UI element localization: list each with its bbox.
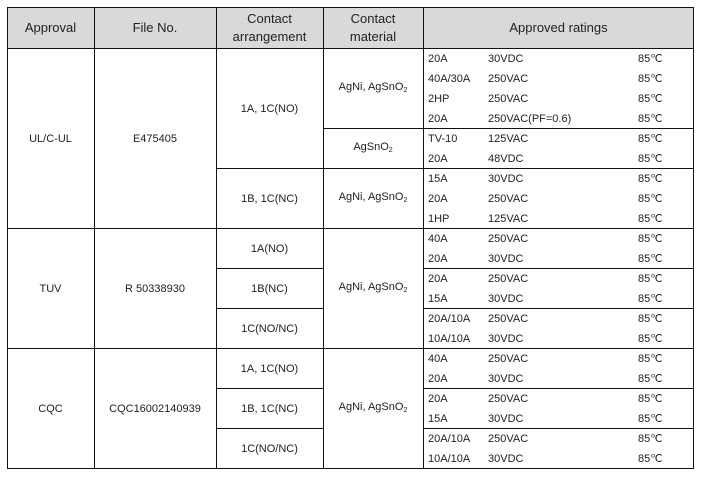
rating-temperature: 85℃ [638, 213, 663, 225]
rule [323, 128, 423, 129]
arrangement-cell: 1C(NO/NC) [241, 443, 298, 455]
rating-temperature: 85℃ [638, 113, 663, 125]
rule [216, 308, 323, 309]
rule [423, 268, 694, 269]
rating-current: 15A [428, 293, 448, 305]
rating-temperature: 85℃ [638, 93, 663, 105]
rating-voltage: 125VAC [488, 213, 529, 225]
rating-voltage: 250VAC [488, 393, 529, 405]
rating-voltage: 48VDC [488, 153, 524, 165]
rule [216, 168, 423, 169]
header-approval: Approval [24, 20, 77, 35]
rating-voltage: 250VAC [488, 193, 529, 205]
rating-current: 20A [428, 393, 448, 405]
rating-current: 20A [428, 273, 448, 285]
rule [423, 168, 694, 169]
rating-current: 1HP [428, 213, 450, 225]
rating-voltage: 250VAC [488, 433, 529, 445]
rating-voltage: 250VAC(PF=0.6) [488, 113, 572, 125]
rating-voltage: 250VAC [488, 353, 529, 365]
rule [94, 7, 95, 469]
rating-voltage: 250VAC [488, 233, 529, 245]
rule [423, 308, 694, 309]
arrangement-cell: 1B, 1C(NC) [241, 193, 298, 205]
rule [7, 228, 694, 229]
rating-voltage: 30VDC [488, 333, 524, 345]
rating-voltage: 250VAC [488, 93, 529, 105]
rating-voltage: 30VDC [488, 413, 524, 425]
material-cell: AgNi, AgSnO$_2$ [338, 401, 408, 414]
rating-voltage: 250VAC [488, 73, 529, 85]
rating-temperature: 85℃ [638, 333, 663, 345]
rule [423, 7, 424, 469]
rating-temperature: 85℃ [638, 193, 663, 205]
rating-voltage: 30VDC [488, 453, 524, 465]
rule [7, 7, 694, 8]
rating-temperature: 85℃ [638, 233, 663, 245]
rating-current: 15A [428, 413, 448, 425]
material-cell: AgNi, AgSnO$_2$ [338, 81, 408, 94]
approval-tuv: TUV [39, 283, 62, 295]
rule [216, 268, 323, 269]
rating-current: 2HP [428, 93, 450, 105]
file-no-ul-cul: E475405 [132, 133, 178, 145]
rule [423, 428, 694, 429]
rating-current: 40A [428, 353, 448, 365]
rule [7, 348, 694, 349]
material-cell: AgNi, AgSnO$_2$ [338, 281, 408, 294]
arrangement-cell: 1B(NC) [251, 283, 288, 295]
rule [216, 428, 323, 429]
rule [216, 388, 323, 389]
rating-temperature: 85℃ [638, 273, 663, 285]
rating-current: 10A/10A [428, 453, 471, 465]
rating-current: 20A [428, 193, 448, 205]
approvals-table [7, 7, 694, 469]
approval-ul-cul: UL/C-UL [29, 133, 72, 145]
arrangement-cell: 1A(NO) [250, 243, 289, 255]
rule [7, 468, 694, 469]
rating-temperature: 85℃ [638, 313, 663, 325]
header-contact-material: Contact material [349, 11, 397, 44]
rating-current: 40A/30A [428, 73, 471, 85]
file-no-cqc: CQC16002140939 [109, 403, 201, 415]
rule [7, 7, 8, 469]
rule [216, 7, 217, 469]
rating-voltage: 30VDC [488, 293, 524, 305]
rating-current: 10A/10A [428, 333, 471, 345]
rating-temperature: 85℃ [638, 253, 663, 265]
rating-temperature: 85℃ [638, 53, 663, 65]
rating-voltage: 125VAC [488, 133, 529, 145]
material-cell: AgNi, AgSnO$_2$ [338, 191, 408, 204]
rating-temperature: 85℃ [638, 393, 663, 405]
rating-voltage: 30VDC [488, 253, 524, 265]
rule [323, 7, 324, 469]
rating-current: 20A/10A [428, 313, 471, 325]
rating-temperature: 85℃ [638, 293, 663, 305]
rating-temperature: 85℃ [638, 353, 663, 365]
arrangement-cell: 1B, 1C(NC) [241, 403, 298, 415]
rating-current: 20A/10A [428, 433, 471, 445]
rating-voltage: 250VAC [488, 313, 529, 325]
rating-current: 20A [428, 53, 448, 65]
rating-temperature: 85℃ [638, 433, 663, 445]
rating-current: TV-10 [428, 133, 458, 145]
rule [7, 48, 694, 49]
approval-cqc: CQC [38, 403, 63, 415]
rating-temperature: 85℃ [638, 453, 663, 465]
header-file-no: File No. [132, 20, 178, 35]
rating-temperature: 85℃ [638, 413, 663, 425]
rating-current: 40A [428, 233, 448, 245]
material-cell: AgSnO$_2$ [353, 141, 393, 154]
rule [423, 128, 694, 129]
header-approved-ratings: Approved ratings [509, 20, 608, 35]
header-contact-arrangement: Contact arrangement [232, 11, 307, 44]
arrangement-cell: 1A, 1C(NO) [240, 103, 299, 115]
rating-voltage: 30VDC [488, 173, 524, 185]
rating-voltage: 250VAC [488, 273, 529, 285]
rating-temperature: 85℃ [638, 133, 663, 145]
rating-temperature: 85℃ [638, 173, 663, 185]
rating-temperature: 85℃ [638, 373, 663, 385]
rating-current: 15A [428, 173, 448, 185]
rating-voltage: 30VDC [488, 53, 524, 65]
rating-voltage: 30VDC [488, 373, 524, 385]
rating-current: 20A [428, 113, 448, 125]
rule [693, 7, 694, 469]
rating-temperature: 85℃ [638, 73, 663, 85]
rating-current: 20A [428, 153, 448, 165]
rating-temperature: 85℃ [638, 153, 663, 165]
arrangement-cell: 1A, 1C(NO) [240, 363, 299, 375]
file-no-tuv: R 50338930 [125, 283, 185, 295]
rating-current: 20A [428, 373, 448, 385]
rule [423, 388, 694, 389]
arrangement-cell: 1C(NO/NC) [241, 323, 298, 335]
rating-current: 20A [428, 253, 448, 265]
